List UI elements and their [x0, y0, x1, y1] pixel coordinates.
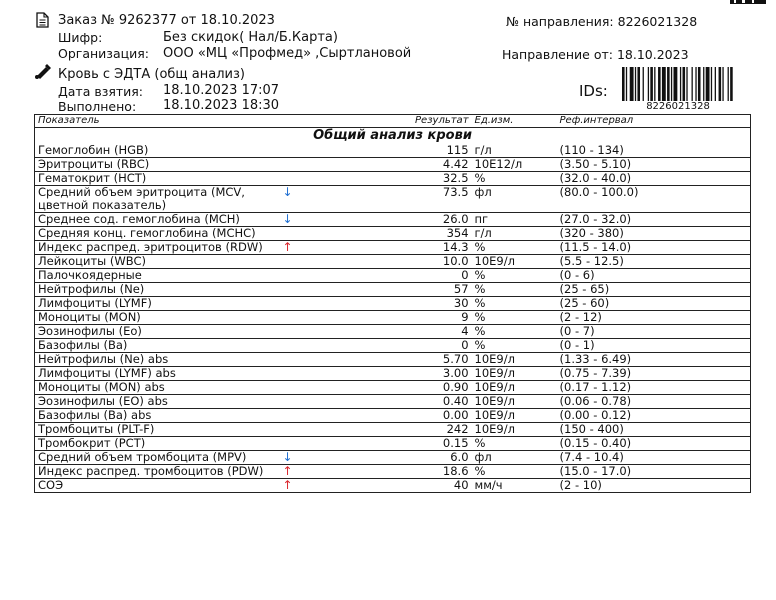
- barcode-bar: [662, 67, 666, 101]
- order-title: Заказ № 9262377 от 18.10.2023: [58, 13, 275, 28]
- table-row: [35, 367, 751, 381]
- barcode-bar: [728, 67, 729, 101]
- row-reference-interval: (15.0 - 17.0): [557, 465, 751, 479]
- done-value: 18.10.2023 18:30: [163, 98, 280, 113]
- row-indicator-name: Эритроциты (RBC): [35, 158, 280, 172]
- row-unit: 10E12/л: [472, 158, 557, 172]
- row-unit: фл: [472, 186, 557, 213]
- barcode-bar: [711, 67, 712, 101]
- row-indicator-name: Базофилы (Ba) abs: [35, 409, 280, 423]
- row-unit: %: [472, 311, 557, 325]
- barcode-bar: [706, 67, 710, 101]
- row-reference-interval: (0 - 1): [557, 339, 751, 353]
- document-icon: [36, 12, 49, 28]
- row-reference-interval: (2 - 10): [557, 479, 751, 493]
- row-unit: %: [472, 241, 557, 255]
- row-flag: [280, 144, 302, 158]
- row-reference-interval: (0.17 - 1.12): [557, 381, 751, 395]
- table-row: [35, 227, 751, 241]
- row-unit: 10E9/л: [472, 409, 557, 423]
- row-indicator-name: СОЭ: [35, 479, 280, 493]
- cipher-label: Шифр:: [58, 30, 103, 45]
- row-indicator-name: Моноциты (MON): [35, 311, 280, 325]
- row-indicator-name: Лимфоциты (LYMF) abs: [35, 367, 280, 381]
- row-unit: 10E9/л: [472, 367, 557, 381]
- row-indicator-name: Среднее сод. гемоглобина (MCH): [35, 213, 280, 227]
- row-result-value: 5.70: [302, 353, 472, 367]
- table-row: [35, 241, 751, 255]
- row-flag: [280, 409, 302, 423]
- row-reference-interval: (0 - 7): [557, 325, 751, 339]
- barcode-bar: [730, 67, 733, 101]
- row-flag: [280, 325, 302, 339]
- row-result-value: 18.6: [302, 465, 472, 479]
- row-flag: [280, 395, 302, 409]
- row-result-value: 242: [302, 423, 472, 437]
- organization-value: ООО «МЦ «Профмед» ,Сыртлановой: [163, 46, 412, 61]
- barcode-bar: [715, 67, 716, 101]
- barcode-bar: [686, 67, 687, 101]
- direction-number: № направления: 8226021328: [506, 14, 698, 29]
- row-indicator-name: Средний объем эритроцита (MCV, цветной показатель): [35, 186, 280, 213]
- row-indicator-name: Базофилы (Ba): [35, 339, 280, 353]
- arrow-up-icon: ↑: [280, 479, 302, 493]
- barcode-bar: [648, 67, 649, 101]
- row-result-value: 57: [302, 283, 472, 297]
- row-unit: 10E9/л: [472, 395, 557, 409]
- table-row: [35, 437, 751, 451]
- table-row: [35, 339, 751, 353]
- section-row: [35, 128, 751, 145]
- barcode-bar: [698, 67, 701, 101]
- arrow-down-icon: ↓: [280, 451, 302, 465]
- row-flag: [280, 423, 302, 437]
- row-flag: [280, 283, 302, 297]
- table-row: [35, 186, 751, 213]
- row-flag: [280, 227, 302, 241]
- taken-label: Дата взятия:: [58, 84, 144, 99]
- row-unit: г/л: [474, 143, 492, 157]
- row-unit: %: [472, 297, 557, 311]
- row-reference-interval: (5.5 - 12.5): [557, 255, 751, 269]
- row-indicator-name: Средний объем тромбоцита (MPV): [35, 451, 280, 465]
- row-result-value: 32.5: [302, 172, 472, 186]
- row-reference-interval: (0.00 - 0.12): [557, 409, 751, 423]
- row-indicator-name: Тромбокрит (PCT): [35, 437, 280, 451]
- row-unit: мм/ч: [472, 479, 557, 493]
- row-result-value: 10.0: [302, 255, 472, 269]
- row-flag: [280, 339, 302, 353]
- table-row: [35, 158, 751, 172]
- done-label: Выполнено:: [58, 99, 137, 114]
- column-header-result: Результат: [302, 115, 472, 128]
- row-unit: %: [472, 283, 557, 297]
- row-reference-interval: (150 - 400): [557, 423, 751, 437]
- row-result-value: 354: [302, 227, 472, 241]
- row-indicator-name: Индекс распред. эритроцитов (RDW): [35, 241, 280, 255]
- row-indicator-name: Эозинофилы (Eo): [35, 325, 280, 339]
- row-reference-interval: (0 - 6): [557, 269, 751, 283]
- table-row: [35, 255, 751, 269]
- arrow-up-icon: ↑: [280, 241, 302, 255]
- column-header-reference: Реф.интервал: [557, 115, 751, 128]
- row-flag: [280, 269, 302, 283]
- row-unit: %: [472, 437, 557, 451]
- table-row: [35, 213, 751, 227]
- barcode-bar: [637, 67, 640, 101]
- taken-value: 18.10.2023 17:07: [163, 83, 280, 98]
- row-reference-interval: (0.06 - 0.78): [557, 395, 751, 409]
- arrow-down-icon: ↓: [280, 213, 302, 227]
- organization-label: Организация:: [58, 46, 149, 61]
- row-reference-interval: (320 - 380): [557, 227, 751, 241]
- row-reference-interval: (0.15 - 0.40): [557, 437, 751, 451]
- table-row: [35, 172, 751, 186]
- barcode-fragment: [730, 0, 766, 4]
- row-result-value: 0.15: [302, 437, 472, 451]
- row-indicator-name: Нейтрофилы (Ne): [35, 283, 280, 297]
- table-row: [35, 325, 751, 339]
- table-row: [35, 353, 751, 367]
- row-flag: [280, 172, 302, 186]
- row-flag: [280, 255, 302, 269]
- row-unit: %: [472, 325, 557, 339]
- row-reference-interval: (25 - 65): [557, 283, 751, 297]
- row-unit: фл: [472, 451, 557, 465]
- barcode-bar: [622, 67, 625, 101]
- row-reference-interval: (25 - 60): [557, 297, 751, 311]
- row-result-value: 4: [302, 325, 472, 339]
- row-unit: пг: [472, 213, 557, 227]
- barcode-bar: [680, 67, 681, 101]
- row-result-value: 0.00: [302, 409, 472, 423]
- barcode-bar: [722, 67, 723, 101]
- barcode-bar: [673, 67, 677, 101]
- row-unit: %: [472, 339, 557, 353]
- row-reference-interval: (32.0 - 40.0): [557, 172, 751, 186]
- row-result-value: 73.5: [302, 186, 472, 213]
- sample-title: Кровь с ЭДТА (общ анализ): [58, 67, 245, 82]
- row-unit: %: [472, 269, 557, 283]
- arrow-down-icon: ↓: [280, 186, 302, 213]
- row-result-value: 0: [302, 339, 472, 353]
- cipher-value: Без скидок( Нал/Б.Карта): [163, 30, 338, 45]
- table-row: [35, 311, 751, 325]
- row-unit: 10E9/л: [472, 381, 557, 395]
- row-indicator-name: Индекс распред. тромбоцитов (PDW): [35, 465, 280, 479]
- table-row: [35, 451, 751, 465]
- barcode-bar: [703, 67, 704, 101]
- table-row: [35, 409, 751, 423]
- row-reference-interval: (3.50 - 5.10): [557, 158, 751, 172]
- row-result-value: 26.0: [302, 213, 472, 227]
- row-flag: [280, 311, 302, 325]
- table-row: [35, 297, 751, 311]
- row-indicator-name: Средняя конц. гемоглобина (MCHC): [35, 227, 280, 241]
- barcode-bar: [695, 67, 696, 101]
- barcode-number: 8226021328: [646, 101, 710, 112]
- barcode-bar: [671, 67, 672, 101]
- row-unit: г/л: [472, 227, 557, 241]
- row-indicator-name: Лимфоциты (LYMF): [35, 297, 280, 311]
- arrow-up-icon: ↑: [280, 465, 302, 479]
- column-header-indicator: Показатель: [35, 115, 302, 128]
- table-header: [35, 115, 751, 128]
- row-reference-interval: (0.75 - 7.39): [557, 367, 751, 381]
- row-indicator-name: Тромбоциты (PLT-F): [35, 423, 280, 437]
- barcode-bar: [654, 67, 655, 101]
- barcode-bar: [630, 67, 634, 101]
- table-row: [35, 283, 751, 297]
- results-table-container: [34, 114, 750, 493]
- test-tube-icon: [34, 63, 52, 79]
- row-indicator-name: Эозинофилы (EO) abs: [35, 395, 280, 409]
- row-flag: [280, 158, 302, 172]
- barcode-bar: [643, 67, 644, 101]
- row-unit: 10E9/л: [472, 353, 557, 367]
- row-result-value: 0.40: [302, 395, 472, 409]
- row-reference-interval: (110 - 134): [559, 143, 624, 157]
- row-result-value: 40: [302, 479, 472, 493]
- row-reference-interval: (1.33 - 6.49): [557, 353, 751, 367]
- row-reference-interval: (80.0 - 100.0): [557, 186, 751, 213]
- row-indicator-name: Гемоглобин (HGB): [38, 143, 149, 157]
- row-unit: %: [472, 172, 557, 186]
- row-flag: [280, 353, 302, 367]
- row-flag: [280, 381, 302, 395]
- row-result-value: 0.90: [302, 381, 472, 395]
- row-result-value: 30: [302, 297, 472, 311]
- table-row: [35, 269, 751, 283]
- barcode-bar: [658, 67, 661, 101]
- row-flag: [280, 367, 302, 381]
- table-row: [35, 144, 751, 158]
- row-flag: [280, 437, 302, 451]
- row-indicator-name: Палочкоядерные: [35, 269, 280, 283]
- row-indicator-name: Нейтрофилы (Ne) abs: [35, 353, 280, 367]
- row-result-value: 0: [302, 269, 472, 283]
- row-indicator-name: Моноциты (MON) abs: [35, 381, 280, 395]
- barcode-bar: [650, 67, 653, 101]
- row-unit: 10E9/л: [472, 255, 557, 269]
- row-flag: [280, 297, 302, 311]
- table-row: [35, 465, 751, 479]
- row-result-value: 4.42: [302, 158, 472, 172]
- direction-date: Направление от: 18.10.2023: [502, 47, 689, 62]
- row-result-value: 14.3: [302, 241, 472, 255]
- barcode-bar: [667, 67, 670, 101]
- barcode-bar: [635, 67, 636, 101]
- row-indicator-name: Гематокрит (HCT): [35, 172, 280, 186]
- table-row: [35, 395, 751, 409]
- row-result-value: 115: [446, 143, 469, 157]
- row-reference-interval: (27.0 - 32.0): [557, 213, 751, 227]
- barcode: [622, 67, 734, 101]
- row-result-value: 9: [302, 311, 472, 325]
- table-row: [35, 423, 751, 437]
- table-row: [35, 381, 751, 395]
- row-result-value: 6.0: [302, 451, 472, 465]
- barcode-bar: [626, 67, 627, 101]
- row-result-value: 3.00: [302, 367, 472, 381]
- row-indicator-name: Лейкоциты (WBC): [35, 255, 280, 269]
- results-table: [34, 114, 751, 493]
- table-row: [35, 479, 751, 493]
- column-header-unit: Ед.изм.: [472, 115, 557, 128]
- section-title: Общий анализ крови: [313, 128, 472, 143]
- row-unit: %: [472, 465, 557, 479]
- barcode-bar: [719, 67, 722, 101]
- row-reference-interval: (7.4 - 10.4): [557, 451, 751, 465]
- row-unit: 10E9/л: [472, 423, 557, 437]
- ids-label: IDs:: [579, 82, 608, 100]
- barcode-bar: [692, 67, 693, 101]
- row-reference-interval: (11.5 - 14.0): [557, 241, 751, 255]
- barcode-bar: [683, 67, 686, 101]
- row-reference-interval: (2 - 12): [557, 311, 751, 325]
